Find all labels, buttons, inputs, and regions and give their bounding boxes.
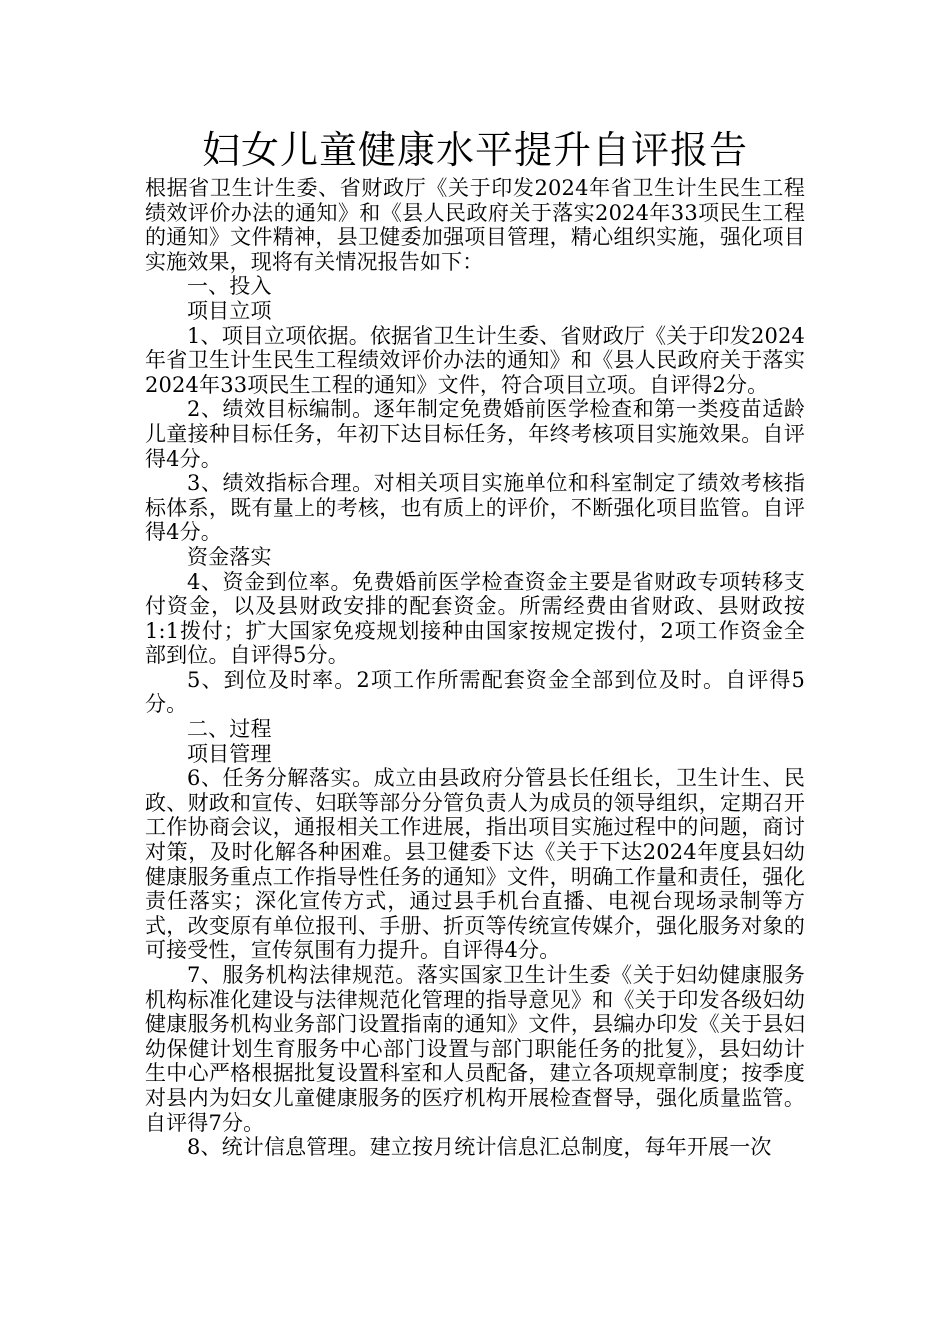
paragraph: 2、绩效目标编制。逐年制定免费婚前医学检查和第一类疫苗适龄儿童接种目标任务，年初下达目标任务，年终考核项目实施效果。自评得4分。 (145, 397, 805, 471)
document-body (145, 176, 805, 1160)
paragraph: 一、投入 (187, 274, 272, 299)
paragraph: 7、服务机构法律规范。落实国家卫生计生委《关于妇幼健康服务机构标准化建设与法律规范化管理的指导意见》和《关于印发各级妇幼健康服务机构业务部门设置指南的通知》文件，县编办印发《关于县妇幼保健计划生育服务中心部门设置与部门职能任务的批复》，县妇幼计生中心严格根据批复设置科室和人员配备，建立各项规章制度；按季度对县内为妇女儿童健康服务的医疗机构开展检查督导，强化质量监管。自评得7分。 (145, 963, 805, 1135)
paragraph: 6、任务分解落实。成立由县政府分管县长任组长，卫生计生、民政、财政和宣传、妇联等部分分管负责人为成员的领导组织，定期召开工作协商会议，通报相关工作进展，指出项目实施过程中的问题，商讨对策，及时化解各种困难。县卫健委下达《关于下达2024年度县妇幼健康服务重点工作指导性任务的通知》文件，明确工作量和责任，强化责任落实；深化宣传方式，通过县手机台直播、电视台现场录制等方式，改变原有单位报刊、手册、折页等传统宣传媒介，强化服务对象的可接受性，宣传氛围有力提升。自评得4分。 (145, 766, 805, 963)
paragraph: 根据省卫生计生委、省财政厅《关于印发2024年省卫生计生民生工程绩效评价办法的通知》和《县人民政府关于落实2024年33项民生工程的通知》文件精神，县卫健委加强项目管理，精心组织实施，强化项目实施效果，现将有关情况报告如下： (145, 176, 805, 274)
paragraph: 4、资金到位率。免费婚前医学检查资金主要是省财政专项转移支付资金，以及县财政安排的配套资金。所需经费由省财政、县财政按1:1拨付；扩大国家免疫规划接种由国家按规定拨付，2项工作资金全部到位。自评得5分。 (145, 569, 805, 668)
paragraph: 项目立项 (187, 298, 272, 323)
paragraph: 5、到位及时率。2项工作所需配套资金全部到位及时。自评得5分。 (145, 667, 805, 717)
paragraph: 项目管理 (187, 741, 272, 766)
paragraph: 资金落实 (187, 544, 272, 569)
paragraph: 8、统计信息管理。建立按月统计信息汇总制度，每年开展一次 (187, 1135, 772, 1160)
document-title: 妇女儿童健康水平提升自评报告 (201, 128, 748, 172)
paragraph: 1、项目立项依据。依据省卫生计生委、省财政厅《关于印发2024年省卫生计生民生工程绩效评价办法的通知》和《县人民政府关于落实2024年33项民生工程的通知》文件，符合项目立项。自评得2分。 (145, 323, 805, 397)
paragraph: 3、绩效指标合理。对相关项目实施单位和科室制定了绩效考核指标体系，既有量上的考核，也有质上的评价，不断强化项目监管。自评得4分。 (145, 471, 805, 545)
paragraph: 二、过程 (187, 717, 272, 742)
